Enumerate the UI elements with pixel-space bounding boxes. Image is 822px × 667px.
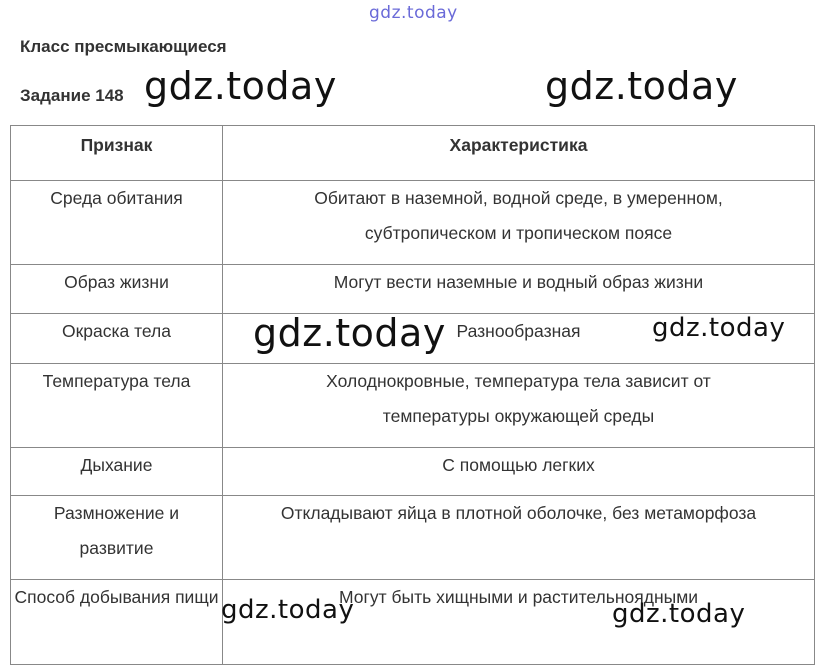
feature-cell: Среда обитания	[11, 181, 223, 265]
table-row	[11, 496, 815, 580]
watermark: gdz.today	[612, 599, 746, 629]
description-cell: Разнообразная	[223, 314, 815, 364]
feature-cell: Образ жизни	[11, 265, 223, 314]
feature-cell: Размножение и развитие	[11, 496, 223, 580]
description-cell: Могут быть хищными и растительноядными	[223, 580, 815, 665]
class-title: Класс пресмыкающиеся	[20, 37, 227, 56]
watermark: gdz.today	[221, 595, 355, 625]
task-title: Задание 148	[20, 86, 124, 105]
watermark: gdz.today	[545, 64, 738, 108]
description-cell: Холоднокровные, температура тела зависит от температуры окружающей среды	[223, 364, 815, 448]
table-row	[11, 265, 815, 314]
watermark: gdz.today	[253, 311, 446, 355]
feature-cell: Температура тела	[11, 364, 223, 448]
watermark: gdz.today	[652, 313, 786, 343]
description-cell: С помощью легких	[223, 448, 815, 496]
description-cell: Откладывают яйца в плотной оболочке, без метаморфоза	[223, 496, 815, 580]
feature-cell: Способ добывания пищи	[11, 580, 223, 665]
table-row	[11, 181, 815, 265]
watermark: gdz.today	[369, 3, 458, 23]
table-row	[11, 364, 815, 448]
table-header-row	[11, 126, 815, 181]
column-header-description: Характеристика	[223, 126, 815, 181]
watermark: gdz.today	[144, 64, 337, 108]
table-row	[11, 448, 815, 496]
traits-table	[10, 125, 815, 665]
description-cell: Обитают в наземной, водной среде, в умеренном, субтропическом и тропическом поясе	[223, 181, 815, 265]
feature-cell: Дыхание	[11, 448, 223, 496]
description-cell: Могут вести наземные и водный образ жизни	[223, 265, 815, 314]
column-header-feature: Признак	[11, 126, 223, 181]
feature-cell: Окраска тела	[11, 314, 223, 364]
